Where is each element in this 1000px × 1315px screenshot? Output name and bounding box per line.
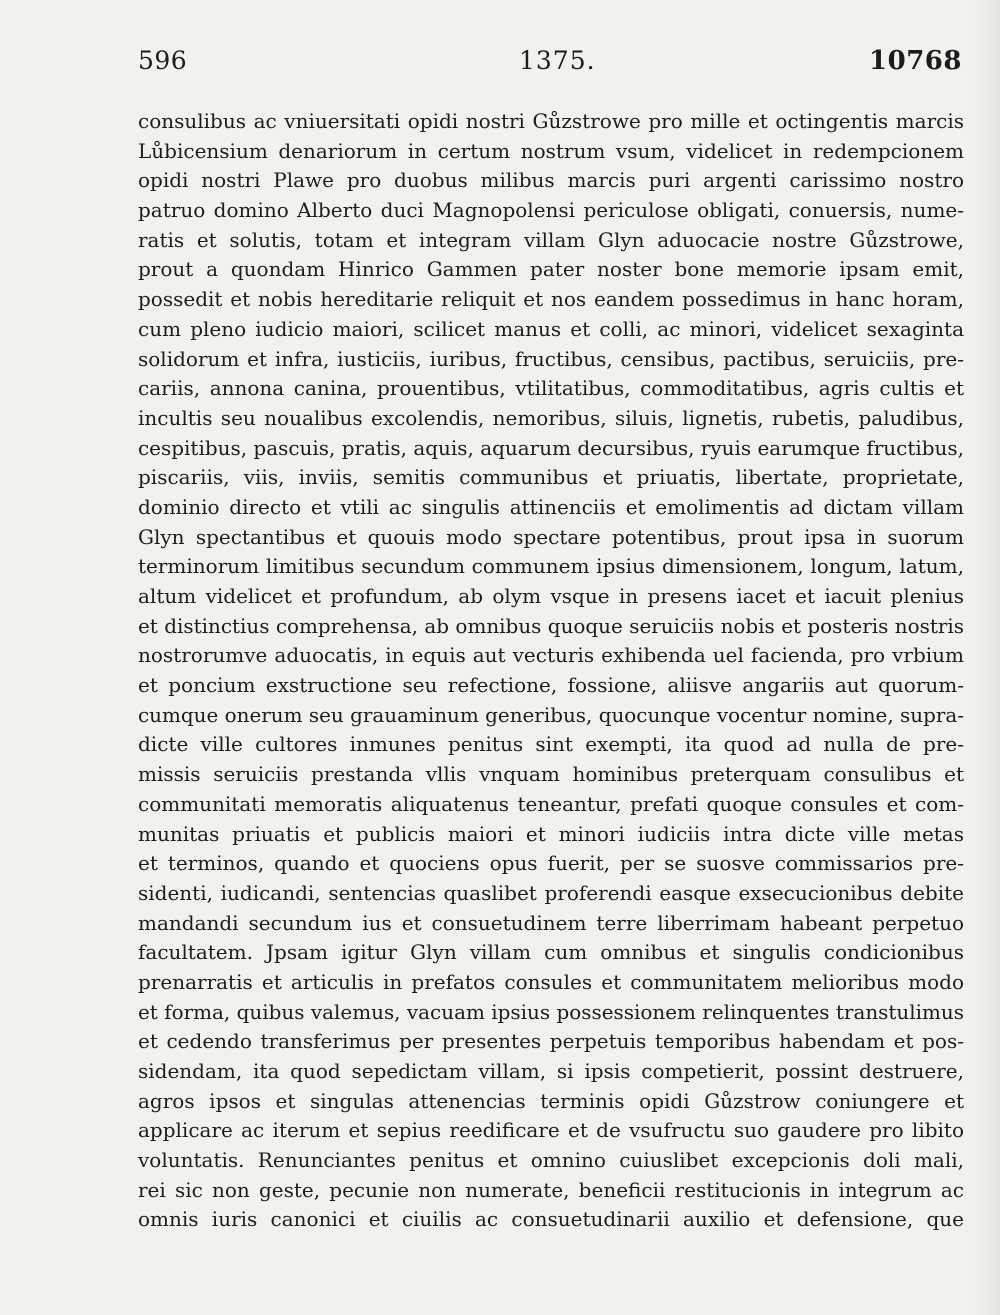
- text-line: munitas priuatis et publicis maiori et minori iudiciis intra dicte ville metas: [138, 821, 964, 846]
- page-edge-shadow: [972, 0, 1000, 1315]
- text-line: agros ipsos et singulas attenencias terminis opidi Gůzstrow coniungere et: [138, 1088, 964, 1113]
- text-line: rei sic non geste, pecunie non numerate, beneficii restitucionis in integrum ac: [138, 1177, 964, 1202]
- text-line: possedit et nobis hereditarie reliquit et nos eandem possedimus in hanc horam,: [138, 287, 964, 312]
- text-line: et terminos, quando et quociens opus fuerit, per se suosve commissarios pre-: [138, 851, 964, 876]
- text-line: ratis et solutis, totam et integram villam Glyn aduocacie nostre Gůzstrowe,: [138, 227, 964, 252]
- text-line: piscariis, viis, inviis, semitis communibus et priuatis, libertate, proprietate,: [138, 465, 964, 490]
- text-line: et poncium exstructione seu refectione, fossione, aliisve angariis aut quorum-: [138, 673, 964, 698]
- document-number: 10768: [869, 46, 962, 76]
- text-line: communitati memoratis aliquatenus teneantur, prefati quoque consules et com-: [138, 791, 964, 816]
- text-line: mandandi secundum ius et consuetudinem terre liberrimam habeant perpetuo: [138, 910, 964, 935]
- body-text: [138, 107, 964, 1235]
- text-line: sidenti, iudicandi, sentencias quaslibet proferendi easque exsecucionibus debite: [138, 880, 964, 905]
- text-line: dicte ville cultores inmunes penitus sint exempti, ita quod ad nulla de pre-: [138, 732, 964, 757]
- text-line: cum pleno iudicio maiori, scilicet manus et colli, ac minori, videlicet sexaginta: [138, 316, 964, 341]
- text-line: Lůbicensium denariorum in certum nostrum vsum, videlicet in redempcionem: [138, 138, 964, 163]
- text-line: facultatem. Jpsam igitur Glyn villam cum omnibus et singulis condicionibus: [138, 940, 964, 965]
- text-line: et distinctius comprehensa, ab omnibus quoque seruiciis nobis et posteris nostris: [138, 613, 964, 638]
- year-heading: 1375.: [519, 46, 596, 75]
- text-line: patruo domino Alberto duci Magnopolensi periculose obligati, conuersis, nume-: [138, 198, 964, 223]
- text-line: prenarratis et articulis in prefatos consules et communitatem melioribus modo: [138, 969, 964, 994]
- text-line: applicare ac iterum et sepius reedificare et de vsufructu suo gaudere pro libito: [138, 1118, 964, 1143]
- text-line: prout a quondam Hinrico Gammen pater noster bone memorie ipsam emit,: [138, 257, 964, 282]
- text-line: incultis seu noualibus excolendis, nemoribus, siluis, lignetis, rubetis, paludibus,: [138, 405, 964, 430]
- text-line: consulibus ac vniuersitati opidi nostri Gůzstrowe pro mille et octingentis marcis: [138, 109, 964, 133]
- text-line: solidorum et infra, iusticiis, iuribus, fructibus, censibus, pactibus, seruiciis, pre-: [138, 346, 964, 371]
- text-line: cariis, annona canina, prouentibus, vtilitatibus, commoditatibus, agris cultis et: [138, 376, 964, 401]
- page-header: [138, 46, 964, 86]
- text-line: cumque onerum seu grauaminum generibus, quocunque vocentur nomine, supra-: [138, 703, 964, 727]
- text-line: Glyn spectantibus et quouis modo spectare potentibus, prout ipsa in suorum: [138, 524, 964, 549]
- text-line: missis seruiciis prestanda vllis vnquam hominibus preterquam consulibus et: [138, 762, 964, 787]
- page-number: 596: [138, 46, 188, 75]
- text-line: voluntatis. Renunciantes penitus et omnino cuiuslibet excepcionis doli mali,: [138, 1148, 964, 1173]
- text-line: terminorum limitibus secundum communem ipsius dimensionem, longum, latum,: [138, 554, 964, 579]
- text-line: nostrorumve aduocatis, in equis aut vecturis exhibenda uel facienda, pro vrbium: [138, 643, 964, 668]
- text-line: omnis iuris canonici et ciuilis ac consuetudinarii auxilio et defensione, que: [138, 1207, 964, 1232]
- text-line: sidendam, ita quod sepedictam villam, si ipsis competierit, possint destruere,: [138, 1059, 964, 1083]
- text-line: opidi nostri Plawe pro duobus milibus marcis puri argenti carissimo nostro: [138, 168, 964, 193]
- text-line: et cedendo transferimus per presentes perpetuis temporibus habendam et pos-: [138, 1029, 964, 1054]
- text-line: et forma, quibus valemus, vacuam ipsius possessionem relinquentes transtulimus: [138, 999, 964, 1024]
- text-line: altum videlicet et profundum, ab olym vsque in presens iacet et iacuit plenius: [138, 584, 964, 608]
- text-line: dominio directo et vtili ac singulis attinenciis et emolimentis ad dictam villam: [138, 494, 964, 519]
- text-line: cespitibus, pascuis, pratis, aquis, aquarum decursibus, ryuis earumque fructibus,: [138, 435, 964, 460]
